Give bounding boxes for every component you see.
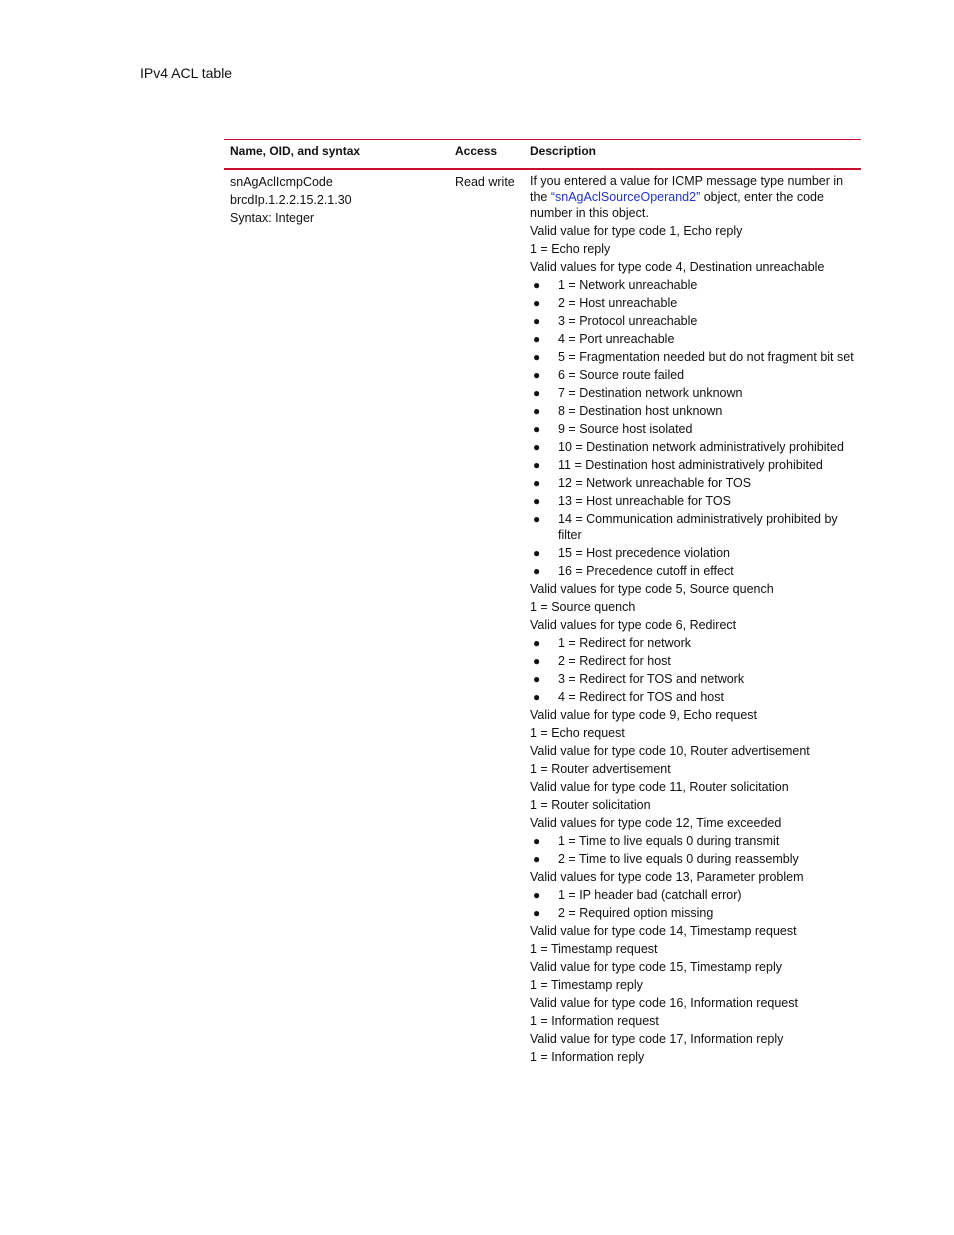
code-value-line: 1 = Echo request xyxy=(530,726,625,740)
code-value-line: 1 = Source quench xyxy=(530,600,636,614)
intro-text-end: object, enter the code number in this object. xyxy=(530,190,824,220)
type-code-heading: Valid value for type code 9, Echo request xyxy=(530,708,757,722)
object-syntax: Syntax: Integer xyxy=(230,211,315,225)
list-item xyxy=(530,833,856,849)
type-code-heading: Valid values for type code 5, Source quench xyxy=(530,582,774,596)
list-item-text: 1 = IP header bad (catchall error) xyxy=(558,888,742,902)
code-value-list xyxy=(530,833,856,867)
list-item-text: 11 = Destination host administratively prohibited xyxy=(558,458,823,472)
bullet-icon: ● xyxy=(533,906,541,920)
code-value-line: 1 = Timestamp reply xyxy=(530,978,643,992)
bullet-icon: ● xyxy=(533,852,541,866)
list-item xyxy=(530,403,856,419)
list-item xyxy=(530,421,856,437)
list-item-text: 2 = Required option missing xyxy=(558,906,714,920)
list-item xyxy=(530,635,856,651)
object-oid: brcdIp.1.2.2.15.2.1.30 xyxy=(230,193,352,207)
list-item-text: 6 = Source route failed xyxy=(558,368,685,382)
bullet-icon: ● xyxy=(533,494,541,508)
type-code-heading: Valid value for type code 15, Timestamp reply xyxy=(530,960,782,974)
bullet-icon: ● xyxy=(533,476,541,490)
bullet-icon: ● xyxy=(533,458,541,472)
list-item xyxy=(530,493,856,509)
list-item-text: 5 = Fragmentation needed but do not fragment bit set xyxy=(558,350,854,364)
description-cell xyxy=(530,170,856,1065)
code-value-list xyxy=(530,887,856,921)
bullet-icon: ● xyxy=(533,636,541,650)
code-value-line: 1 = Timestamp request xyxy=(530,942,658,956)
list-item xyxy=(530,439,856,455)
code-value-list xyxy=(530,635,856,705)
bullet-icon: ● xyxy=(533,278,541,292)
type-code-heading: Valid values for type code 4, Destination unreachable xyxy=(530,260,825,274)
bullet-icon: ● xyxy=(533,690,541,704)
bullet-icon: ● xyxy=(533,546,541,560)
list-item-text: 14 = Communication administratively prohibited by filter xyxy=(558,512,838,542)
bullet-icon: ● xyxy=(533,314,541,328)
list-item xyxy=(530,653,856,669)
column-header-name: Name, OID, and syntax xyxy=(230,144,361,158)
bullet-icon: ● xyxy=(533,512,541,526)
code-value-line: 1 = Router advertisement xyxy=(530,762,671,776)
mib-object-table xyxy=(224,139,861,1067)
bullet-icon: ● xyxy=(533,654,541,668)
column-header-access: Access xyxy=(455,144,498,158)
bullet-icon: ● xyxy=(533,422,541,436)
list-item-text: 2 = Time to live equals 0 during reassembly xyxy=(558,852,799,866)
type-code-heading: Valid value for type code 14, Timestamp request xyxy=(530,924,797,938)
list-item xyxy=(530,563,856,579)
list-item-text: 2 = Host unreachable xyxy=(558,296,678,310)
type-code-heading: Valid value for type code 16, Information request xyxy=(530,996,798,1010)
code-value-line: 1 = Router solicitation xyxy=(530,798,651,812)
list-item-text: 12 = Network unreachable for TOS xyxy=(558,476,752,490)
bullet-icon: ● xyxy=(533,834,541,848)
bullet-icon: ● xyxy=(533,368,541,382)
bullet-icon: ● xyxy=(533,888,541,902)
list-item-text: 9 = Source host isolated xyxy=(558,422,693,436)
type-code-heading: Valid values for type code 12, Time exceeded xyxy=(530,816,782,830)
intro-text: If you entered a value for ICMP message type number in the xyxy=(530,174,844,204)
code-value-list xyxy=(530,277,856,579)
bullet-icon: ● xyxy=(533,404,541,418)
list-item xyxy=(530,671,856,687)
source-operand2-link[interactable]: “snAgAclSourceOperand2” xyxy=(550,190,701,204)
list-item-text: 1 = Redirect for network xyxy=(558,636,692,650)
list-item xyxy=(530,313,856,329)
object-name: snAgAclIcmpCode xyxy=(230,175,333,189)
access-cell: Read write xyxy=(455,175,515,189)
list-item xyxy=(530,349,856,365)
list-item-text: 4 = Redirect for TOS and host xyxy=(558,690,724,704)
type-code-heading: Valid value for type code 17, Information reply xyxy=(530,1032,784,1046)
list-item-text: 1 = Network unreachable xyxy=(558,278,698,292)
bullet-icon: ● xyxy=(533,296,541,310)
list-item xyxy=(530,475,856,491)
list-item xyxy=(530,331,856,347)
column-header-description: Description xyxy=(530,144,597,158)
list-item-text: 3 = Redirect for TOS and network xyxy=(558,672,745,686)
bullet-icon: ● xyxy=(533,386,541,400)
code-value-line: 1 = Information reply xyxy=(530,1050,645,1064)
list-item xyxy=(530,887,856,903)
bullet-icon: ● xyxy=(533,564,541,578)
list-item-text: 13 = Host unreachable for TOS xyxy=(558,494,731,508)
list-item xyxy=(530,905,856,921)
list-item xyxy=(530,367,856,383)
list-item-text: 2 = Redirect for host xyxy=(558,654,671,668)
code-value-line: 1 = Information request xyxy=(530,1014,659,1028)
list-item xyxy=(530,385,856,401)
list-item-text: 8 = Destination host unknown xyxy=(558,404,723,418)
table-row xyxy=(224,170,861,1065)
running-header-title: IPv4 ACL table xyxy=(140,65,233,81)
bullet-icon: ● xyxy=(533,350,541,364)
type-code-heading: Valid values for type code 13, Parameter problem xyxy=(530,870,804,884)
bullet-icon: ● xyxy=(533,672,541,686)
object-name-cell xyxy=(230,173,450,227)
list-item xyxy=(530,511,856,543)
list-item xyxy=(530,545,856,561)
type-code-heading: Valid value for type code 10, Router advertisement xyxy=(530,744,810,758)
list-item-text: 4 = Port unreachable xyxy=(558,332,675,346)
list-item-text: 16 = Precedence cutoff in effect xyxy=(558,564,734,578)
list-item xyxy=(530,457,856,473)
list-item xyxy=(530,851,856,867)
description-intro xyxy=(530,173,856,221)
bullet-icon: ● xyxy=(533,332,541,346)
list-item-text: 3 = Protocol unreachable xyxy=(558,314,698,328)
type-code-heading: Valid value for type code 1, Echo reply xyxy=(530,224,743,238)
list-item-text: 10 = Destination network administratively prohibited xyxy=(558,440,844,454)
code-value-line: 1 = Echo reply xyxy=(530,242,611,256)
type-code-heading: Valid value for type code 11, Router solicitation xyxy=(530,780,789,794)
list-item-text: 7 = Destination network unknown xyxy=(558,386,743,400)
list-item xyxy=(530,277,856,293)
list-item xyxy=(530,689,856,705)
table-header-row xyxy=(224,140,861,168)
list-item-text: 1 = Time to live equals 0 during transmit xyxy=(558,834,780,848)
list-item-text: 15 = Host precedence violation xyxy=(558,546,730,560)
code-value-groups xyxy=(530,223,856,1065)
bullet-icon: ● xyxy=(533,440,541,454)
list-item xyxy=(530,295,856,311)
type-code-heading: Valid values for type code 6, Redirect xyxy=(530,618,737,632)
